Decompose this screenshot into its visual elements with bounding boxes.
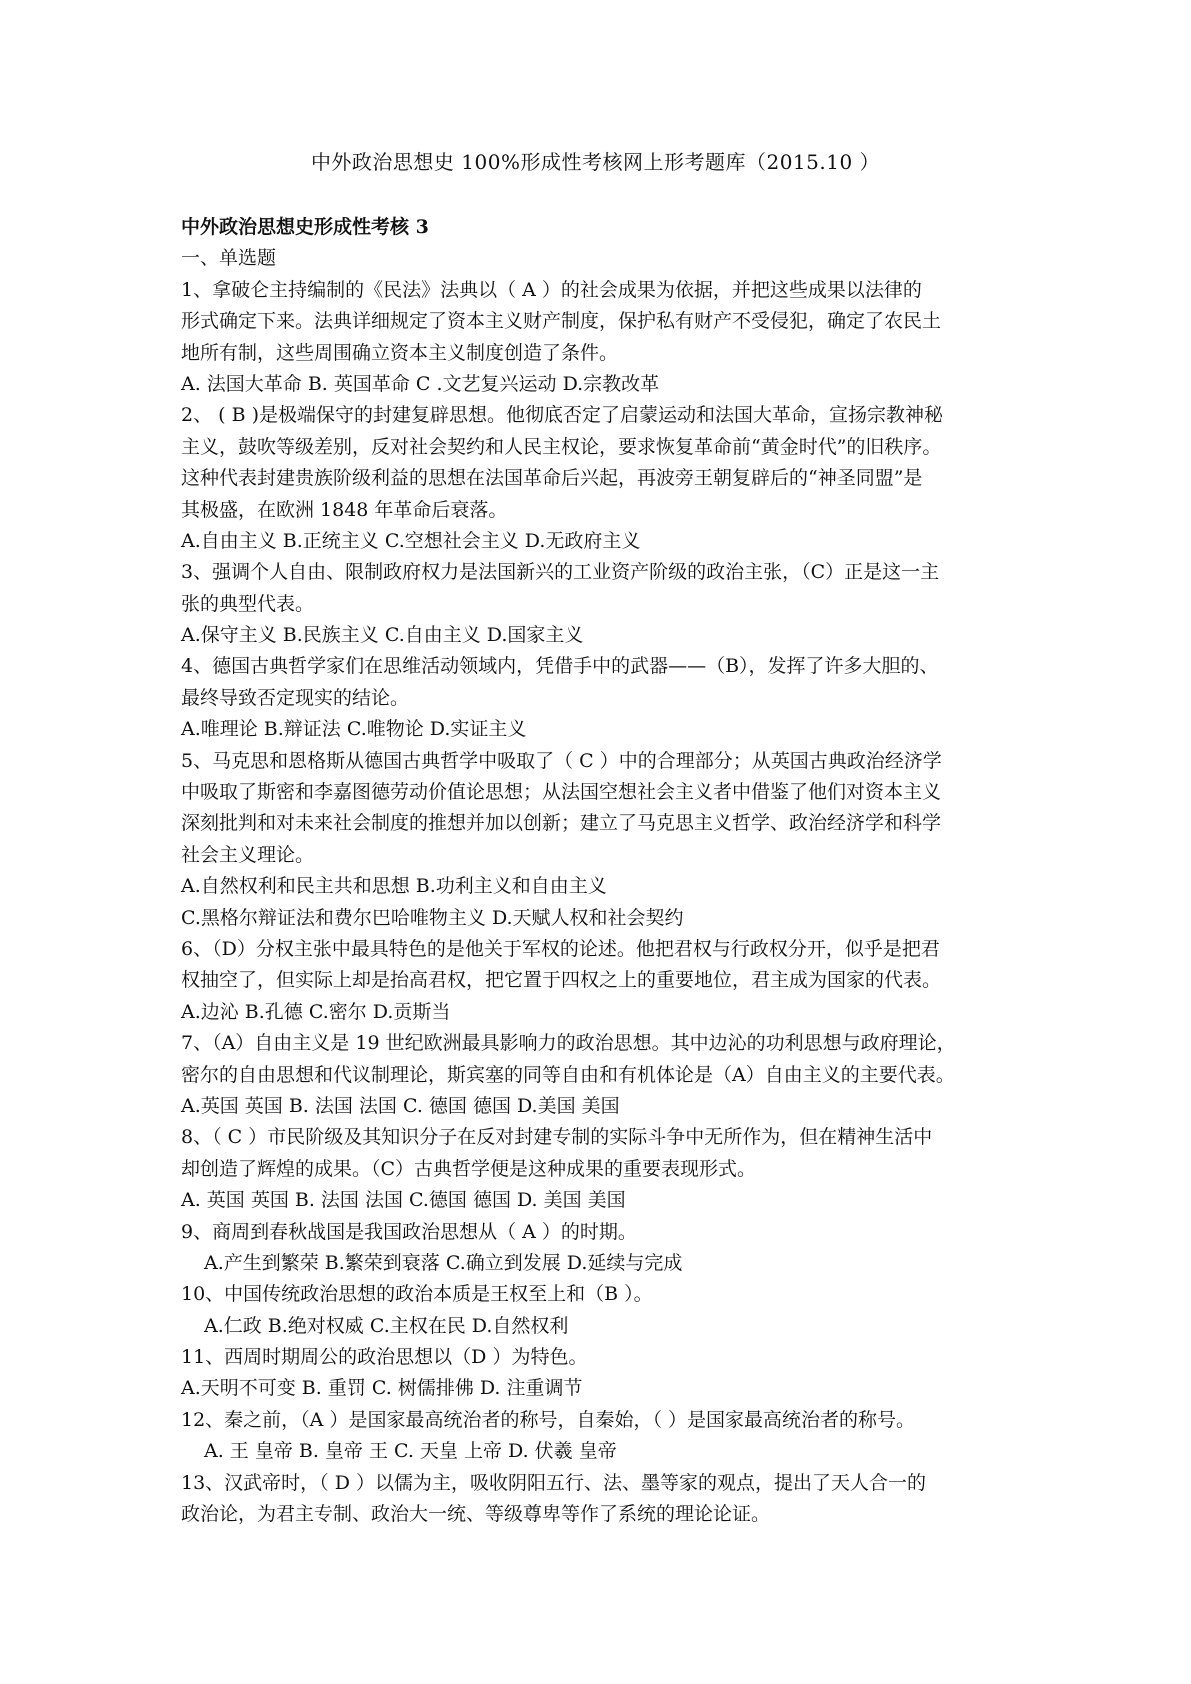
text-line: 最终导致否定现实的结论。: [181, 686, 410, 709]
text-line: 密尔的自由思想和代议制理论，斯宾塞的同等自由和有机体论是（A）自由主义的主要代表。: [181, 1063, 955, 1086]
options-line: A. 王 皇帝 B. 皇帝 王 C. 天皇 上帝 D. 伏羲 皇帝: [204, 1440, 617, 1463]
document-body: [181, 212, 1021, 1530]
options-line: A.保守主义 B.民族主义 C.自由主义 D.国家主义: [181, 624, 584, 647]
text-line: 10、中国传统政治思想的政治本质是王权至上和（B ）。: [181, 1283, 653, 1306]
text-line: 7、（A）自由主义是 19 世纪欧洲最具影响力的政治思想。其中边沁的功利思想与政府理论，: [181, 1032, 956, 1055]
text-line: 张的典型代表。: [181, 592, 315, 615]
text-line: 8、（ C ）市民阶级及其知识分子在反对封建专制的实际斗争中无所作为，但在精神生活中: [181, 1126, 933, 1149]
document-title: 中外政治思想史 100%形成性考核网上形考题库（2015.10 ）: [310, 150, 881, 174]
options-line: A.英国 英国 B. 法国 法国 C. 德国 德国 D.美国 美国: [181, 1094, 620, 1117]
options-line: A.唯理论 B.辩证法 C.唯物论 D.实证主义: [181, 718, 527, 741]
options-line: A.天明不可变 B. 重罚 C. 树儒排佛 D. 注重调节: [181, 1377, 583, 1400]
options-line: A.仁政 B.绝对权威 C.主权在民 D.自然权利: [204, 1314, 569, 1337]
text-line: 社会主义理论。: [181, 843, 315, 866]
options-line: A. 法国大革命 B. 英国革命 C .文艺复兴运动 D.宗教改革: [181, 372, 660, 395]
text-line: 11、西周时期周公的政治思想以（D ）为特色。: [181, 1346, 588, 1369]
text-line: 政治论，为君主专制、政治大一统、等级尊卑等作了系统的理论论证。: [181, 1503, 771, 1526]
text-line: 却创造了辉煌的成果。（C）古典哲学便是这种成果的重要表现形式。: [181, 1157, 757, 1180]
text-line: 这种代表封建贵族阶级利益的思想在法国革命后兴起，再波旁王朝复辟后的“神圣同盟”是: [181, 467, 923, 490]
text-line: 深刻批判和对未来社会制度的推想并加以创新；建立了马克思主义哲学、政治经济学和科学: [181, 812, 942, 835]
text-line: 1、拿破仑主持编制的《民法》法典以（ A ）的社会成果为依据，并把这些成果以法律的: [181, 278, 922, 301]
text-line: 形式确定下来。法典详细规定了资本主义财产制度，保护私有财产不受侵犯，确定了农民土: [181, 310, 942, 333]
options-line: C.黑格尔辩证法和费尔巴哈唯物主义 D.天赋人权和社会契约: [181, 906, 684, 929]
text-line: 6、（D）分权主张中最具特色的是他关于军权的论述。他把君权与行政权分开，似乎是把君: [181, 937, 940, 960]
text-line: 权抽空了，但实际上却是抬高君权，把它置于四权之上的重要地位，君主成为国家的代表。: [181, 969, 942, 992]
options-line: A.产生到繁荣 B.繁荣到衰落 C.确立到发展 D.延续与完成: [204, 1251, 683, 1274]
options-line: A.自由主义 B.正统主义 C.空想社会主义 D.无政府主义: [181, 529, 641, 552]
text-line: 地所有制，这些周围确立资本主义制度创造了条件。: [181, 341, 619, 364]
text-line: 5、马克思和恩格斯从德国古典哲学中吸取了（ C ）中的合理部分；从英国古典政治经济学: [181, 749, 942, 772]
text-line: 主义，鼓吹等级差别，反对社会契约和人民主权论，要求恢复革命前“黄金时代”的旧秩序。: [181, 435, 942, 458]
text-line: 3、强调个人自由、限制政府权力是法国新兴的工业资产阶级的政治主张，（C）正是这一主: [181, 561, 940, 584]
text-line: 其极盛，在欧洲 1848 年革命后衰落。: [181, 498, 508, 521]
section-heading: 一、单选题: [181, 247, 277, 270]
text-line: 2、 ( B )是极端保守的封建复辟思想。他彻底否定了启蒙运动和法国大革命，宣扬宗教神秘: [181, 404, 943, 427]
text-line: 4、德国古典哲学家们在思维活动领域内，凭借手中的武器——（B），发挥了许多大胆的、: [181, 655, 939, 678]
text-line: 13、汉武帝时，（ D ）以儒为主，吸收阴阳五行、法、墨等家的观点，提出了天人合一的: [181, 1471, 926, 1494]
options-line: A.边沁 B.孔德 C.密尔 D.贡斯当: [181, 1000, 451, 1023]
subtitle: 中外政治思想史形成性考核 3: [181, 216, 429, 238]
text-line: 12、秦之前，（A ）是国家最高统治者的称号，自秦始，（ ）是国家最高统治者的称号。: [181, 1408, 915, 1431]
options-line: A. 英国 英国 B. 法国 法国 C.德国 德国 D. 美国 美国: [181, 1189, 626, 1212]
text-line: 中吸取了斯密和李嘉图德劳动价值论思想；从法国空想社会主义者中借鉴了他们对资本主义: [181, 781, 942, 804]
text-line: 9、商周到春秋战国是我国政治思想从（ A ）的时期。: [181, 1220, 637, 1243]
options-line: A.自然权利和民主共和思想 B.功利主义和自由主义: [181, 875, 607, 898]
